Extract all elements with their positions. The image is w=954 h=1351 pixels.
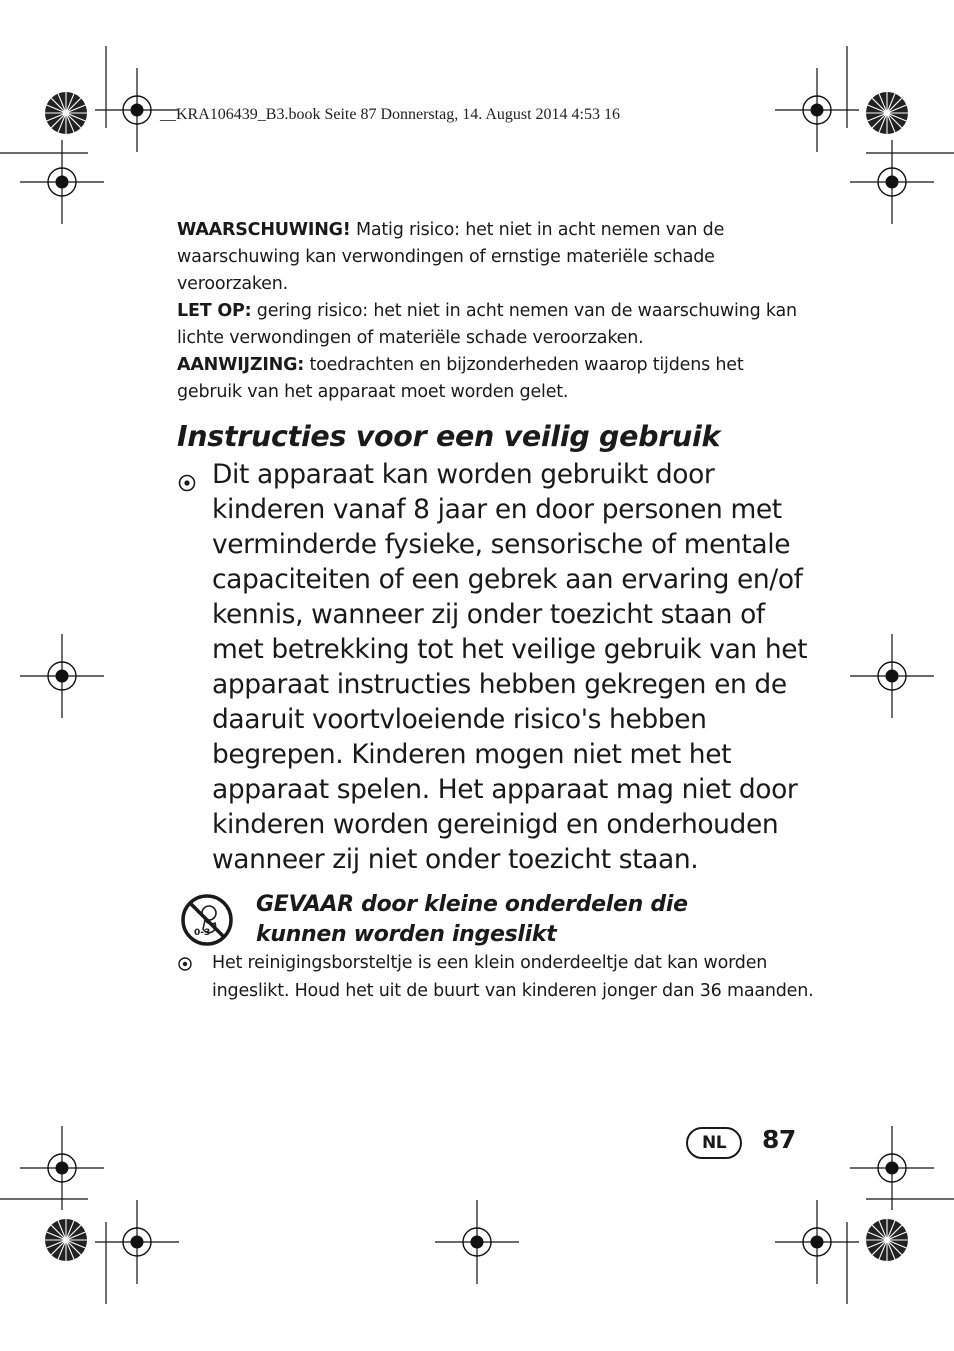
page-number: 87	[762, 1125, 796, 1154]
print-slug-line: __KRA106439_B3.book Seite 87 Donnerstag, 14. August 2014 4:53 16	[160, 106, 620, 123]
danger-notice-line-2: kunnen worden ingeslikt	[256, 922, 557, 947]
bullet-icon	[177, 956, 193, 972]
list-item-text: Dit apparaat kan worden gebruikt door kinderen vanaf 8 jaar en door personen met verminderde fysieke, sensorische of mentale capaciteiten of een gebrek aan ervaring en/of kennis, wanneer zij onder toezicht staan of met betrekking tot het veilige gebruik van het apparaat instructies hebben gekregen en de daaruit voortvloeiende risico's hebben begrepen. Kinderen mogen niet met het apparaat spelen. Het apparaat mag niet door kinderen worden gereinigd en onderhouden wanneer zij niet onder toezicht staan.	[212, 459, 808, 875]
caution-label: LET OP:	[177, 301, 252, 321]
list-item	[177, 949, 817, 1005]
hint-label: AANWIJZING:	[177, 355, 305, 375]
danger-notice-line-1: GEVAAR door kleine onderdelen die	[256, 892, 688, 917]
warning-label: WAARSCHUWING!	[177, 220, 351, 240]
language-badge: NL	[686, 1127, 742, 1159]
list-item-text: Het reinigingsborsteltje is een klein onderdeeltje dat kan worden ingeslikt. Houd het uit de buurt van kinderen jonger dan 36 maanden.	[212, 953, 814, 1001]
danger-notice-text	[256, 890, 816, 950]
bullet-icon	[177, 473, 197, 493]
caution-definition	[177, 298, 802, 352]
page-footer	[686, 1122, 806, 1164]
list-item	[177, 457, 817, 877]
no-small-children-icon	[180, 893, 234, 947]
danger-notice	[180, 890, 820, 950]
warning-definition	[177, 217, 802, 298]
warning-text: Matig risico: het niet in acht nemen van de waarschuwing kan verwondingen of ernstige materiële schade veroorzaken.	[177, 220, 725, 294]
section-heading: Instructies voor een veilig gebruik	[177, 420, 721, 453]
age-range-label: 0-3	[194, 928, 211, 938]
hint-text: toedrachten en bijzonderheden waarop tijdens het gebruik van het apparaat moet worden gelet.	[177, 355, 744, 402]
caution-text: gering risico: het niet in acht nemen van de waarschuwing kan lichte verwondingen of materiële schade veroorzaken.	[177, 301, 797, 348]
hint-definition	[177, 352, 802, 406]
signal-words-legend	[177, 217, 802, 406]
